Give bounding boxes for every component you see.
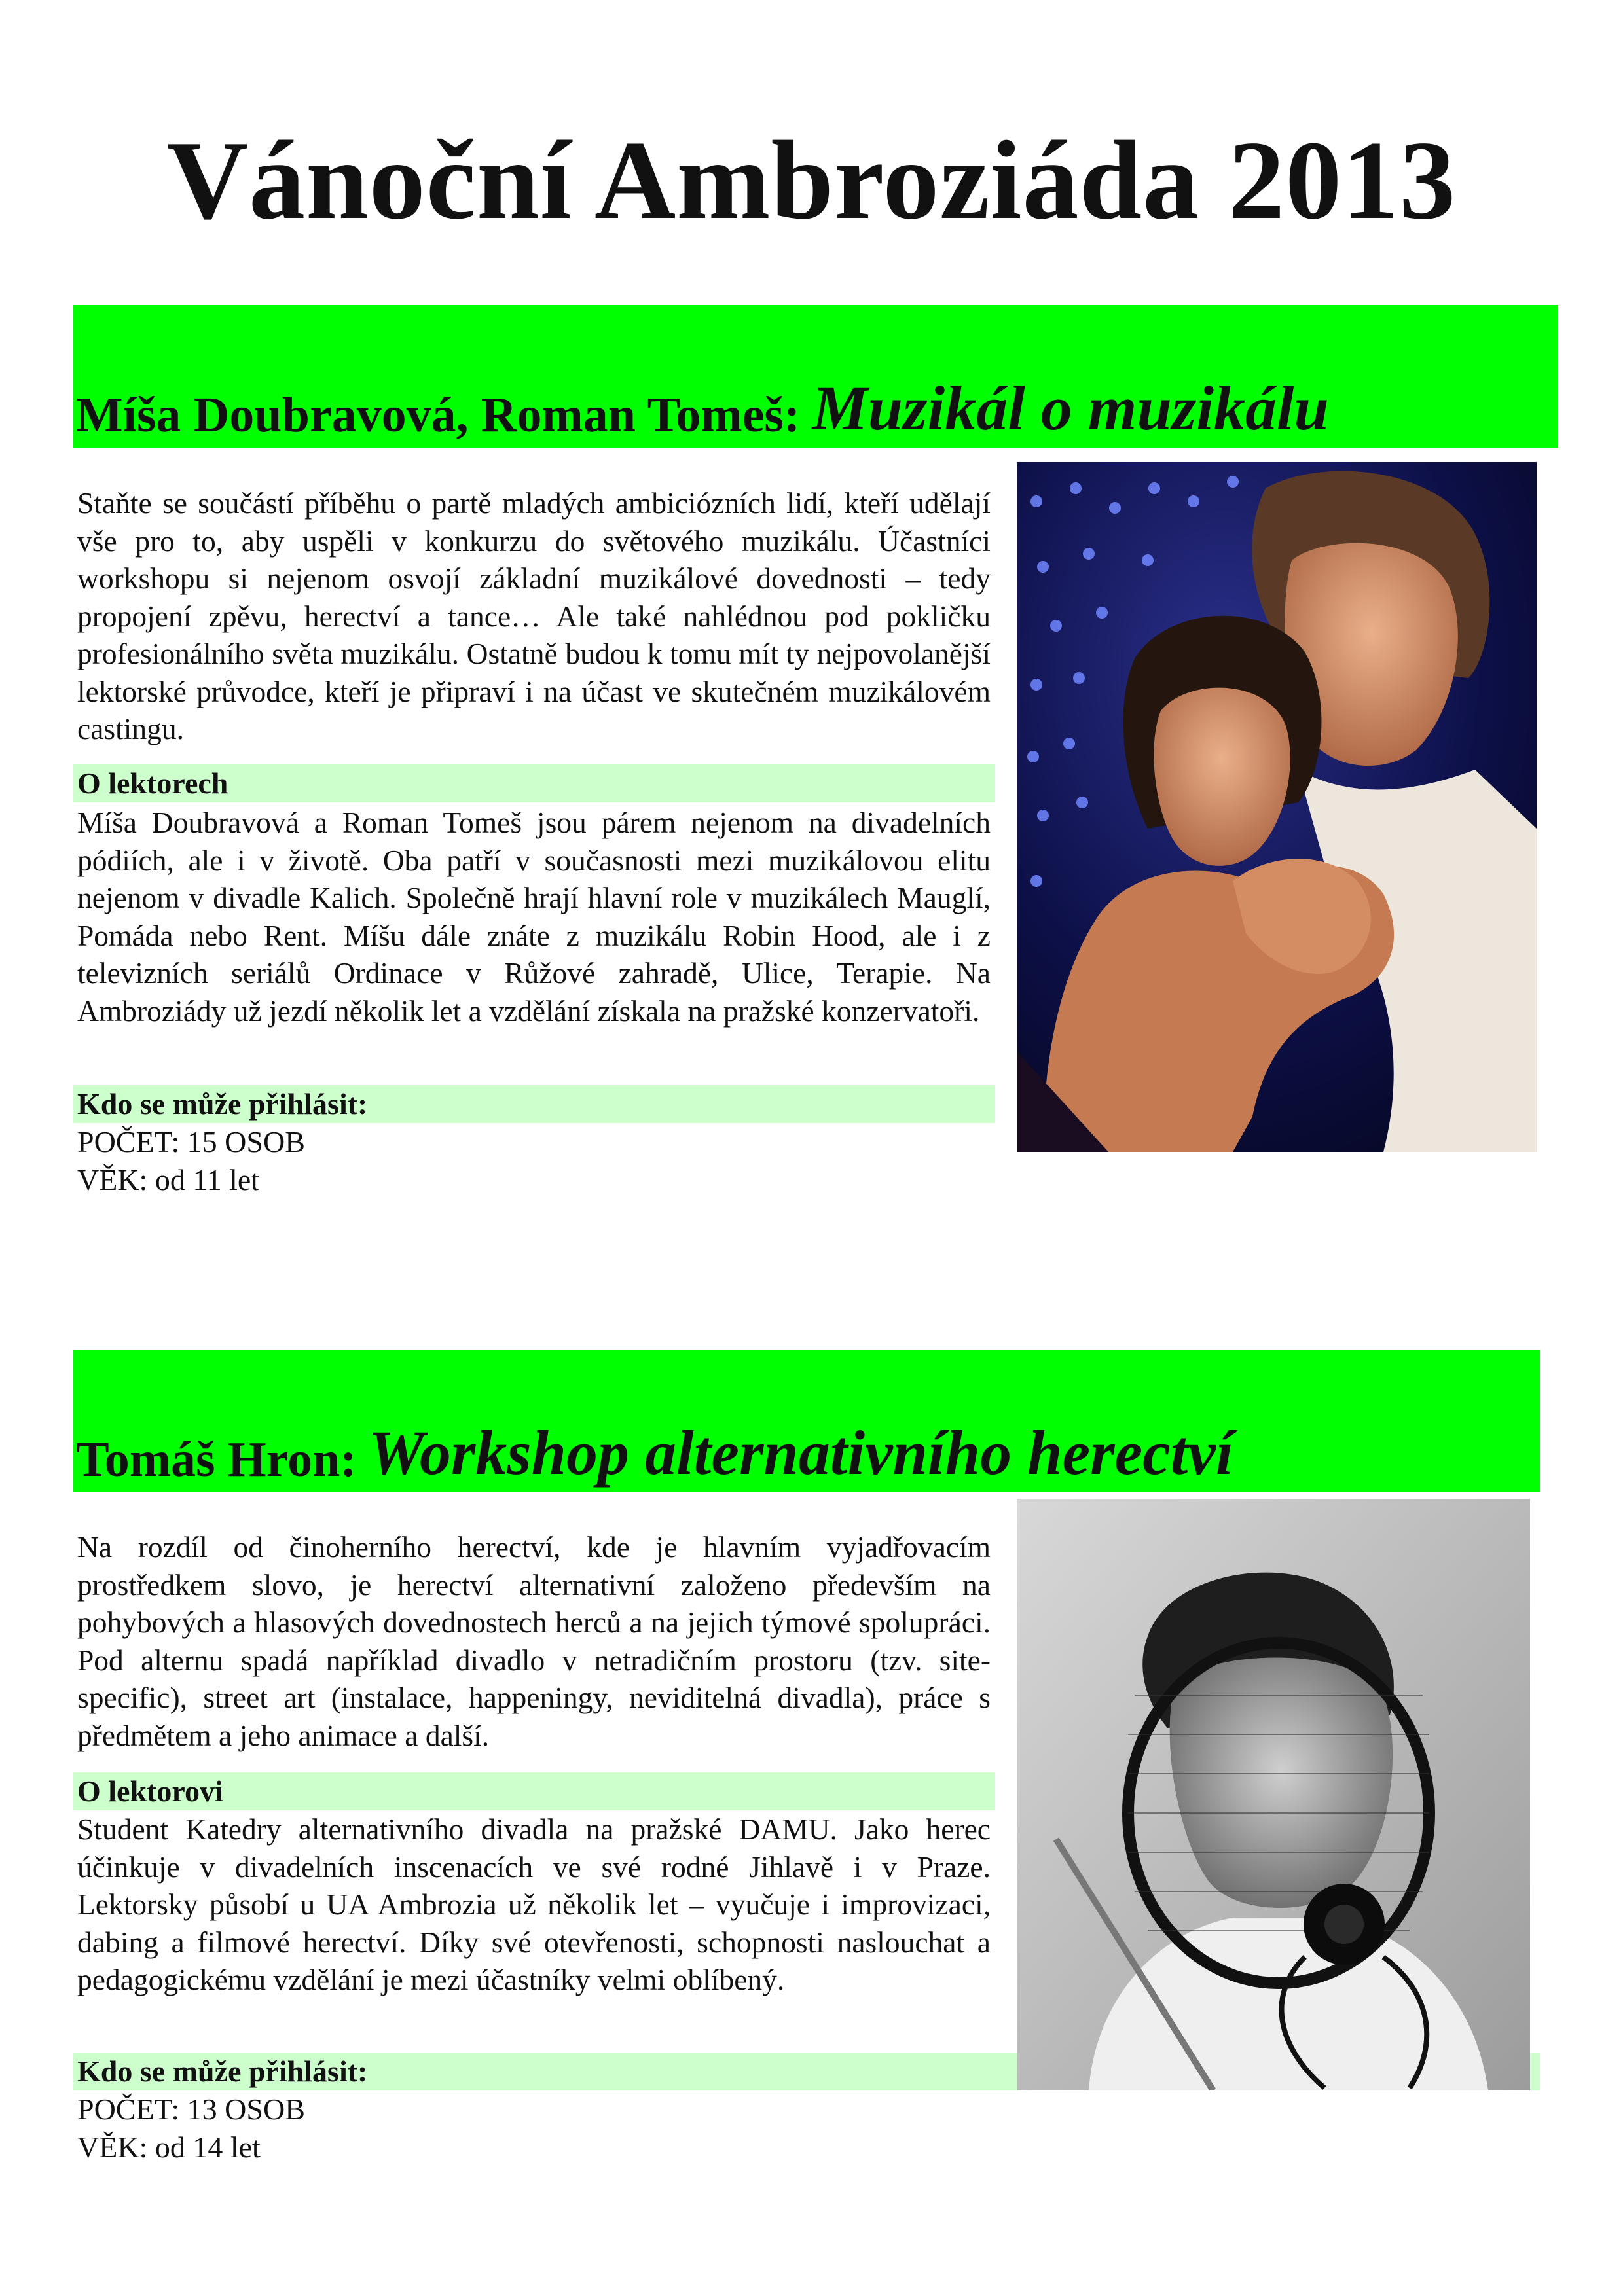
workshop-2-age: VĚK: od 14 let — [77, 2130, 261, 2164]
workshop-2-title: Workshop alternativního herectví — [368, 1418, 1233, 1488]
page-title: Vánoční Ambroziáda 2013 — [166, 118, 1457, 243]
workshop-1-about-text: Míša Doubravová a Roman Tomeš jsou párem nejenom na divadelních pódiích, ale i v životě. Oba patří v současnosti mezi muzikálovou elitu nejenom v divadle Kalich. Společně hrají hlavní role v muzikálech Mauglí, Pomáda nebo Rent. Míšu dále znáte z muzikálu Robin Hood, ale i z televizních seriálů Ordinace v Růžové zahradě, Ulice, Terapie. Na Ambroziády už jezdí několik let a vzdělání získala na pražské konzervatoři. — [77, 806, 991, 1028]
workshop-2-signup-heading: Kdo se může přihlásit: — [73, 2053, 1540, 2090]
workshop-1-title: Muzikál o muzikálu — [812, 373, 1329, 443]
workshop-2-instructors: Tomáš Hron: — [76, 1432, 357, 1487]
couple-performers-image — [1017, 462, 1537, 1152]
workshop-2-about-text: Student Katedry alternativního divadla na pražské DAMU. Jako herec účinkuje v divadelních inscenacích ve své rodné Jihlavě i v Praze. Lektorsky působí u UA Ambrozia už několik let – vyučuje i improvizaci, dabing a filmové herectví. Díky své otevřenosti, schopnosti naslouchat a pedagogickému vzdělání je mezi účastníky velmi oblíbený. — [77, 1812, 991, 1996]
workshop-2-heading-band — [73, 1350, 1540, 1492]
workshop-2-description: Na rozdíl od činoherního herectví, kde je hlavním vyjadřovacím prostředkem slovo, je herectví alternativní založeno především na pohybových a hlasových dovednostech herců a na jejich týmové spolupráci. Pod alternu spadá například divadlo v netradičním prostoru (tzv. site-specific), street art (instalace, happeningy, neviditelná divadla), práce s předmětem a jeho animace a další. — [77, 1530, 991, 1752]
workshop-1-count: POČET: 15 OSOB — [77, 1125, 305, 1158]
bw-portrait-image — [1017, 1499, 1530, 2090]
workshop-1-instructors: Míša Doubravová, Roman Tomeš: — [76, 387, 801, 442]
workshop-2-about-heading: O lektorovi — [73, 1772, 995, 1810]
workshop-1-description: Staňte se součástí příběhu o partě mladých ambiciózních lidí, kteří udělají vše pro to, aby uspěli v konkurzu do světového muzikálu. Účastníci workshopu si nejenom osvojí základní muzikálové dovednosti – tedy propojení zpěvu, herectví a tance… Ale také nahlédnou pod pokličku profesionálního světa muzikálu. Ostatně budou k tomu mít ty nejpovolanější lektorské průvodce, kteří je připraví i na účast ve skutečném muzikálovém castingu. — [77, 486, 991, 745]
workshop-1-about-heading: O lektorech — [73, 764, 995, 802]
workshop-1-age: VĚK: od 11 let — [77, 1163, 260, 1196]
workshop-2-photo — [1017, 1499, 1530, 2090]
workshop-1-photo — [1017, 462, 1537, 1152]
workshop-1-heading-band — [73, 305, 1558, 448]
workshop-1-signup-heading: Kdo se může přihlásit: — [73, 1085, 995, 1123]
workshop-2-count: POČET: 13 OSOB — [77, 2092, 305, 2126]
